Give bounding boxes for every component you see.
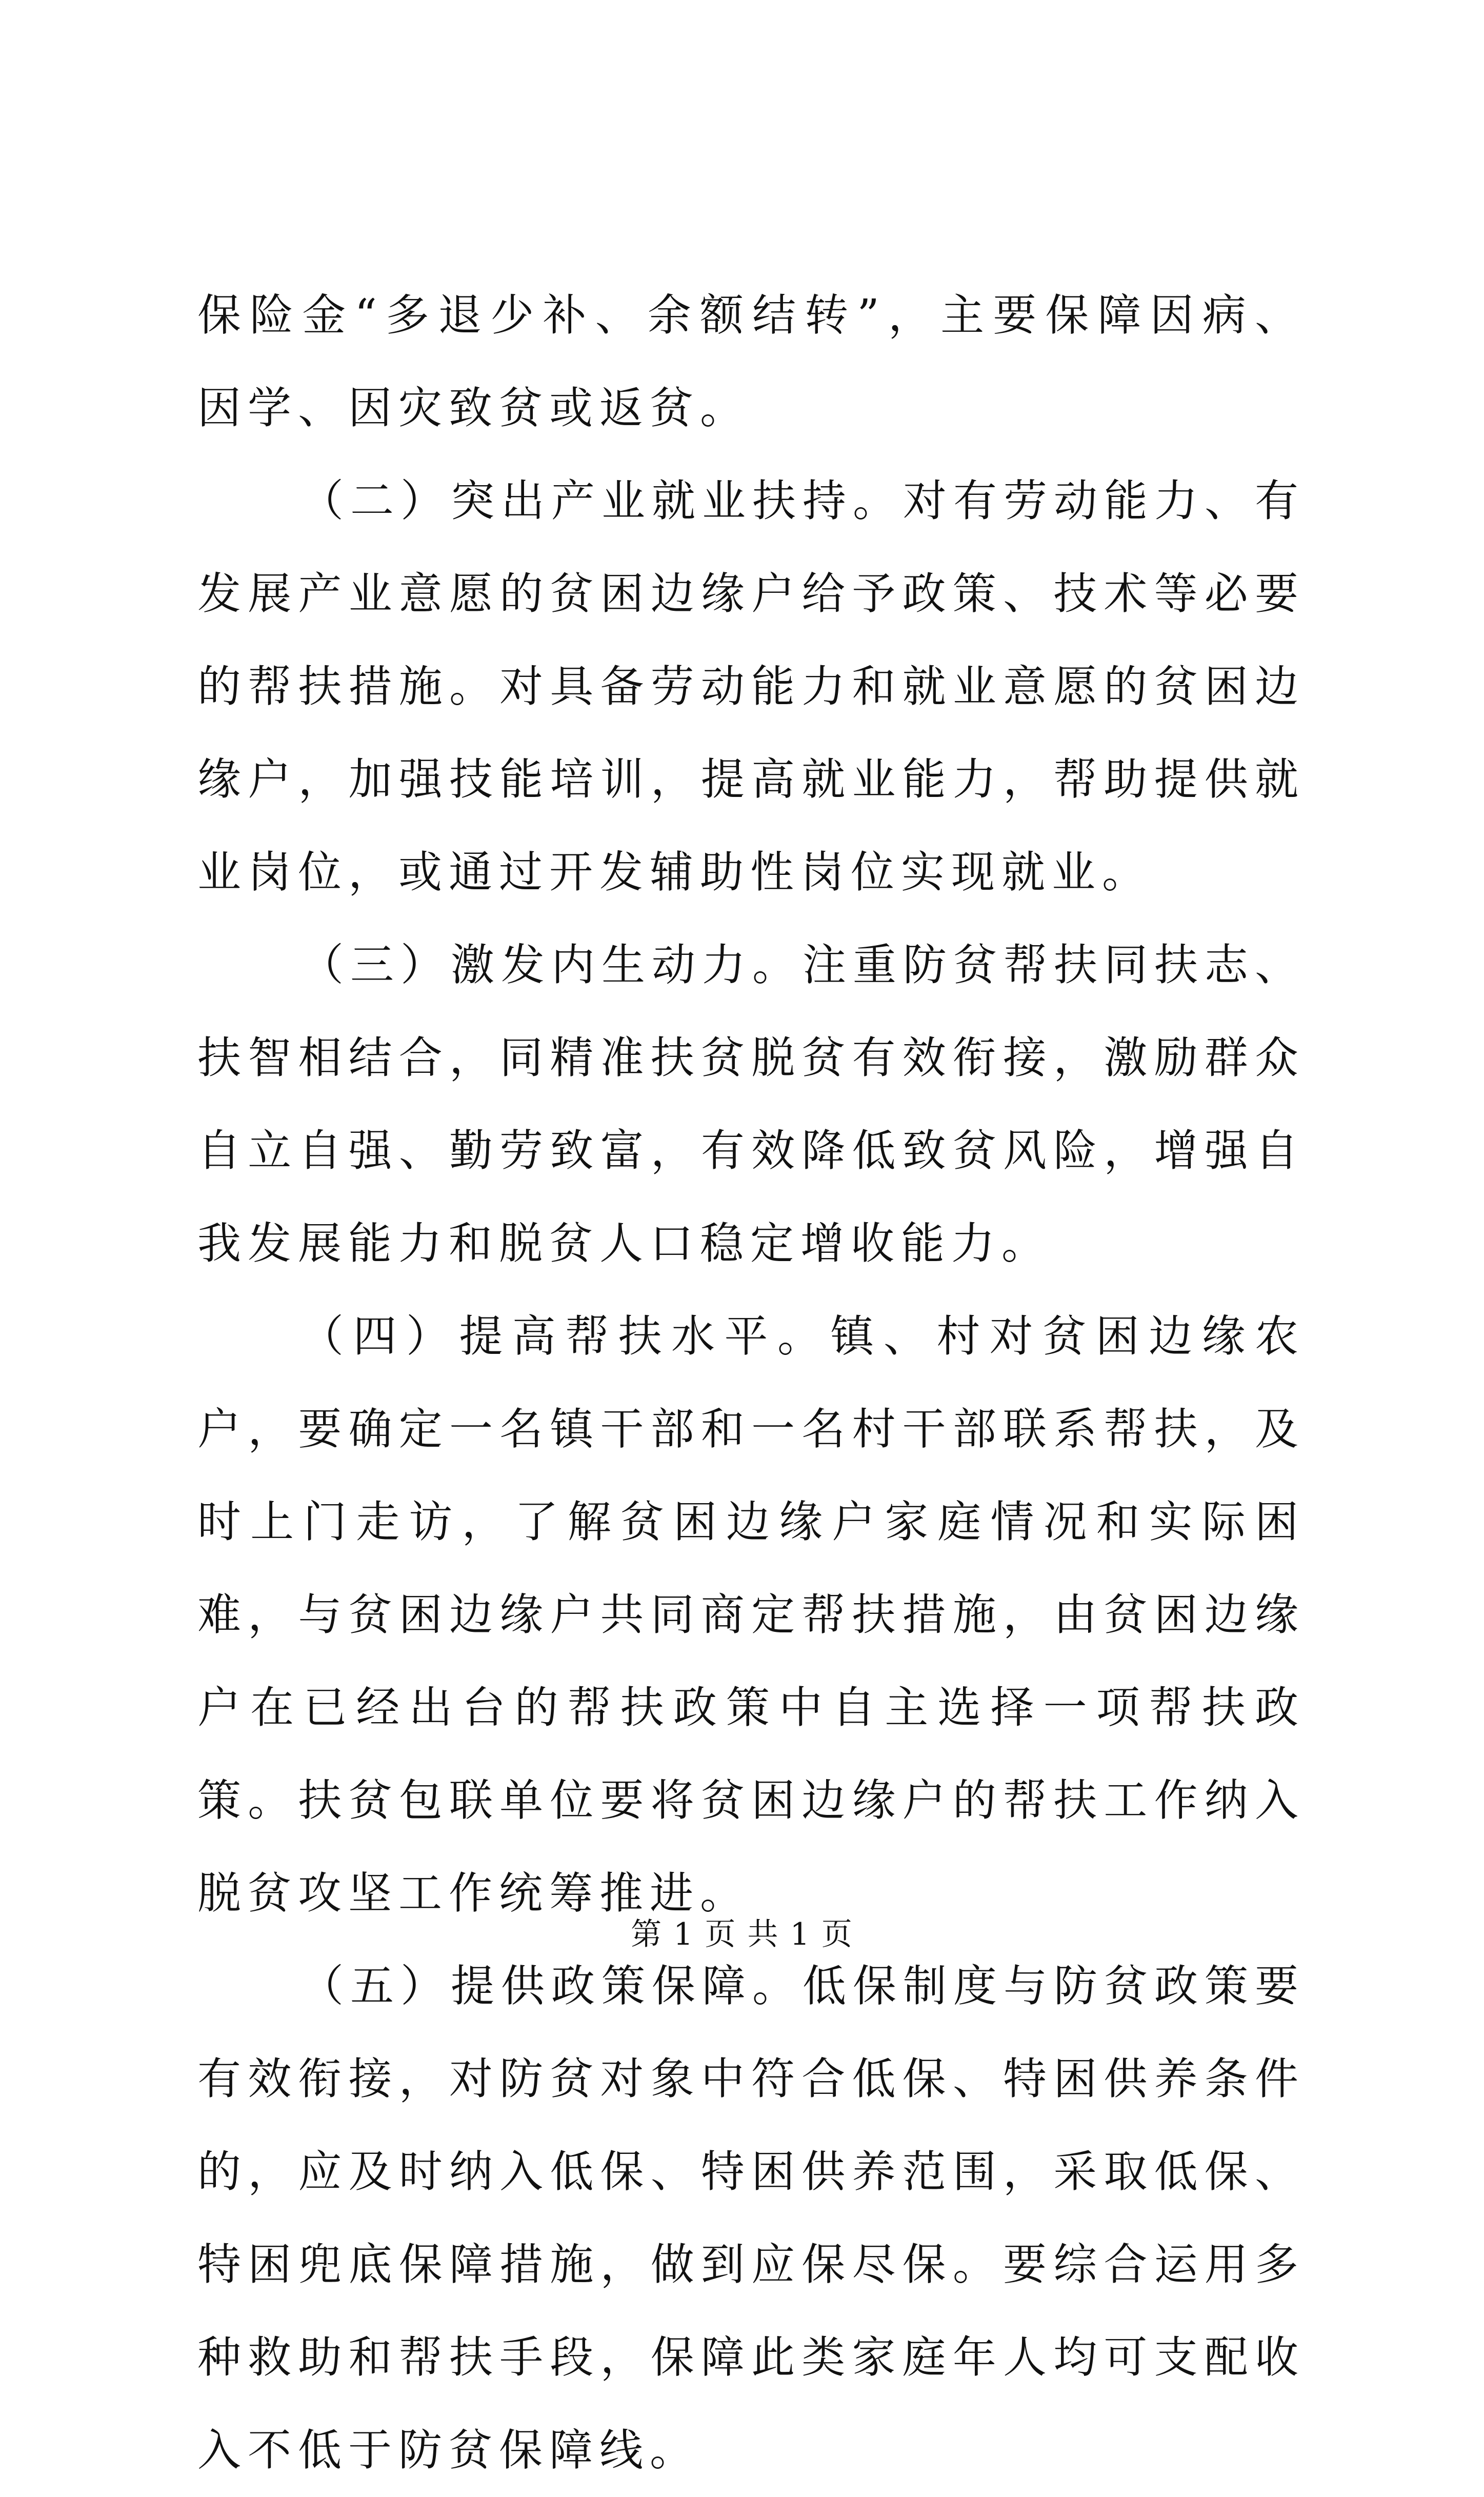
paragraph-section-3: （三）激发内生动力。注重防贫帮扶同扶志、扶智相结合，同精准扶贫脱贫有效衔接，激励群众自立自强、勤劳致富，有效降低致贫风险，增强自我发展能力和脱贫人口稳定增收能力。 <box>197 940 1306 1269</box>
document-body <box>197 269 1305 2497</box>
paragraph-section-2: （二）突出产业就业扶持。对有劳动能力、有发展产业意愿的贫困边缘户给予政策、技术等必要的帮扶措施。对具备劳动能力和就业意愿的贫困边缘户，加强技能培训，提高就业能力，帮助提供就业岗位，或通过开发辅助性岗位实现就业。 <box>197 476 1306 898</box>
paragraph-section-4: （四）提高帮扶水平。镇、村对贫困边缘农户，要确定一名镇干部和一名村干部联系帮扶，及时上门走访，了解贫困边缘户家庭情况和实际困难，与贫困边缘户共同商定帮扶措施，由贫困边缘户在已经出台的帮扶政策中自主选择一项帮扶政策。扶贫包联单位要将贫困边缘户的帮扶工作纳入脱贫攻坚工作统筹推进。 <box>197 1311 1305 1919</box>
paragraph-section-5: （五）提供政策保障。低保制度与防贫政策要有效衔接，对防贫对象中符合低保、特困供养条件的，应及时纳入低保、特困供养范围，采取低保、特困兜底保障措施，做到应保尽保。要综合运用多种救助和帮扶手段，保障此类家庭年人均可支配收入不低于防贫保障线。 <box>197 1961 1306 2476</box>
paragraph-continuation: 保险金“多退少补、余额结转”，主要保障因病、因学、因灾致贫或返贫。 <box>197 290 1305 434</box>
page-footer: 第 1 页 共 1 页 <box>631 1916 853 1952</box>
